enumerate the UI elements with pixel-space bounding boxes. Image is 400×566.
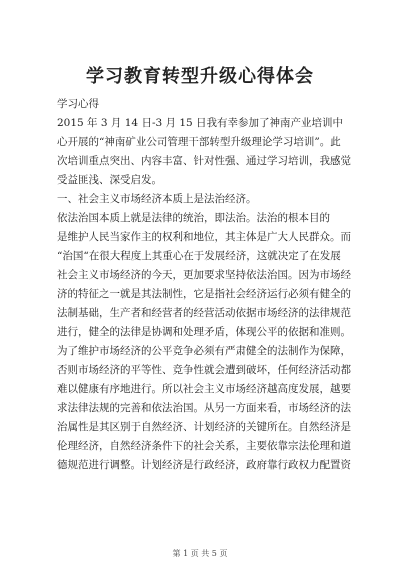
text-line: 治属性是其区别于自然经济、计划经济的关键所在。自然经济是 (57, 421, 351, 433)
text-line: 依法治国本质上就是法律的统治，即法治。法治的根本目的 (57, 212, 330, 224)
text-line: “治国“在很大程度上其重心在于发展经济，这就决定了在发展 (57, 250, 341, 262)
text-line: 为了维护市场经济的公平竞争必须有严肃健全的法制作为保障， (57, 345, 351, 357)
section-heading: 一、社会主义市场经济本质上是法治经济。 (57, 193, 257, 205)
text-line: 德规范进行调整。计划经济是行政经济，政府靠行政权力配置资 (57, 459, 351, 471)
text-line: 伦理经济，自然经济条件下的社会关系，主要依靠宗法伦理和道 (57, 440, 351, 452)
page-footer: 第 1 页 共 5 页 (172, 549, 228, 558)
text-line: 否则市场经济的平等性、竞争性就会遭到破坏，任何经济活动都 (57, 364, 351, 376)
text-line: 求法律法规的完善和依法治国。从另一方面来看，市场经济的法 (57, 402, 351, 414)
text-line: 社会主义市场经济的今天，更加要求坚持依法治国。因为市场经 (57, 269, 351, 281)
text-line: 是维护人民当家作主的权利和地位，其主体是广大人民群众。而 (57, 231, 351, 243)
text-line: 进行，健全的法律是协调和处理矛盾，体现公平的依据和准则。 (57, 326, 351, 338)
text-line: 济的特征之一就是其法制性，它是指社会经济运行必须有健全的 (57, 288, 351, 300)
text-line: 受益匪浅、深受启发。 (57, 174, 162, 186)
text-line: 2015 年 3 月 14 日-3 月 15 日我有幸参加了神南产业培训中 (57, 117, 344, 129)
text-line: 法制基础，生产者和经营者的经营活动依据市场经济的法律规范 (57, 307, 351, 319)
body-text (57, 95, 355, 475)
text-line: 心开展的“神南矿业公司管理干部转型升级理论学习培训”。此 (57, 136, 341, 148)
text-line: 难以健康有序地进行。所以社会主义市场经济越高度发展，越要 (57, 383, 351, 395)
text-line: 次培训重点突出、内容丰富、针对性强、通过学习培训，我感觉 (57, 155, 351, 167)
text-line: 学习心得 (57, 98, 99, 110)
page-title: 学习教育转型升级心得体会 (86, 66, 314, 87)
